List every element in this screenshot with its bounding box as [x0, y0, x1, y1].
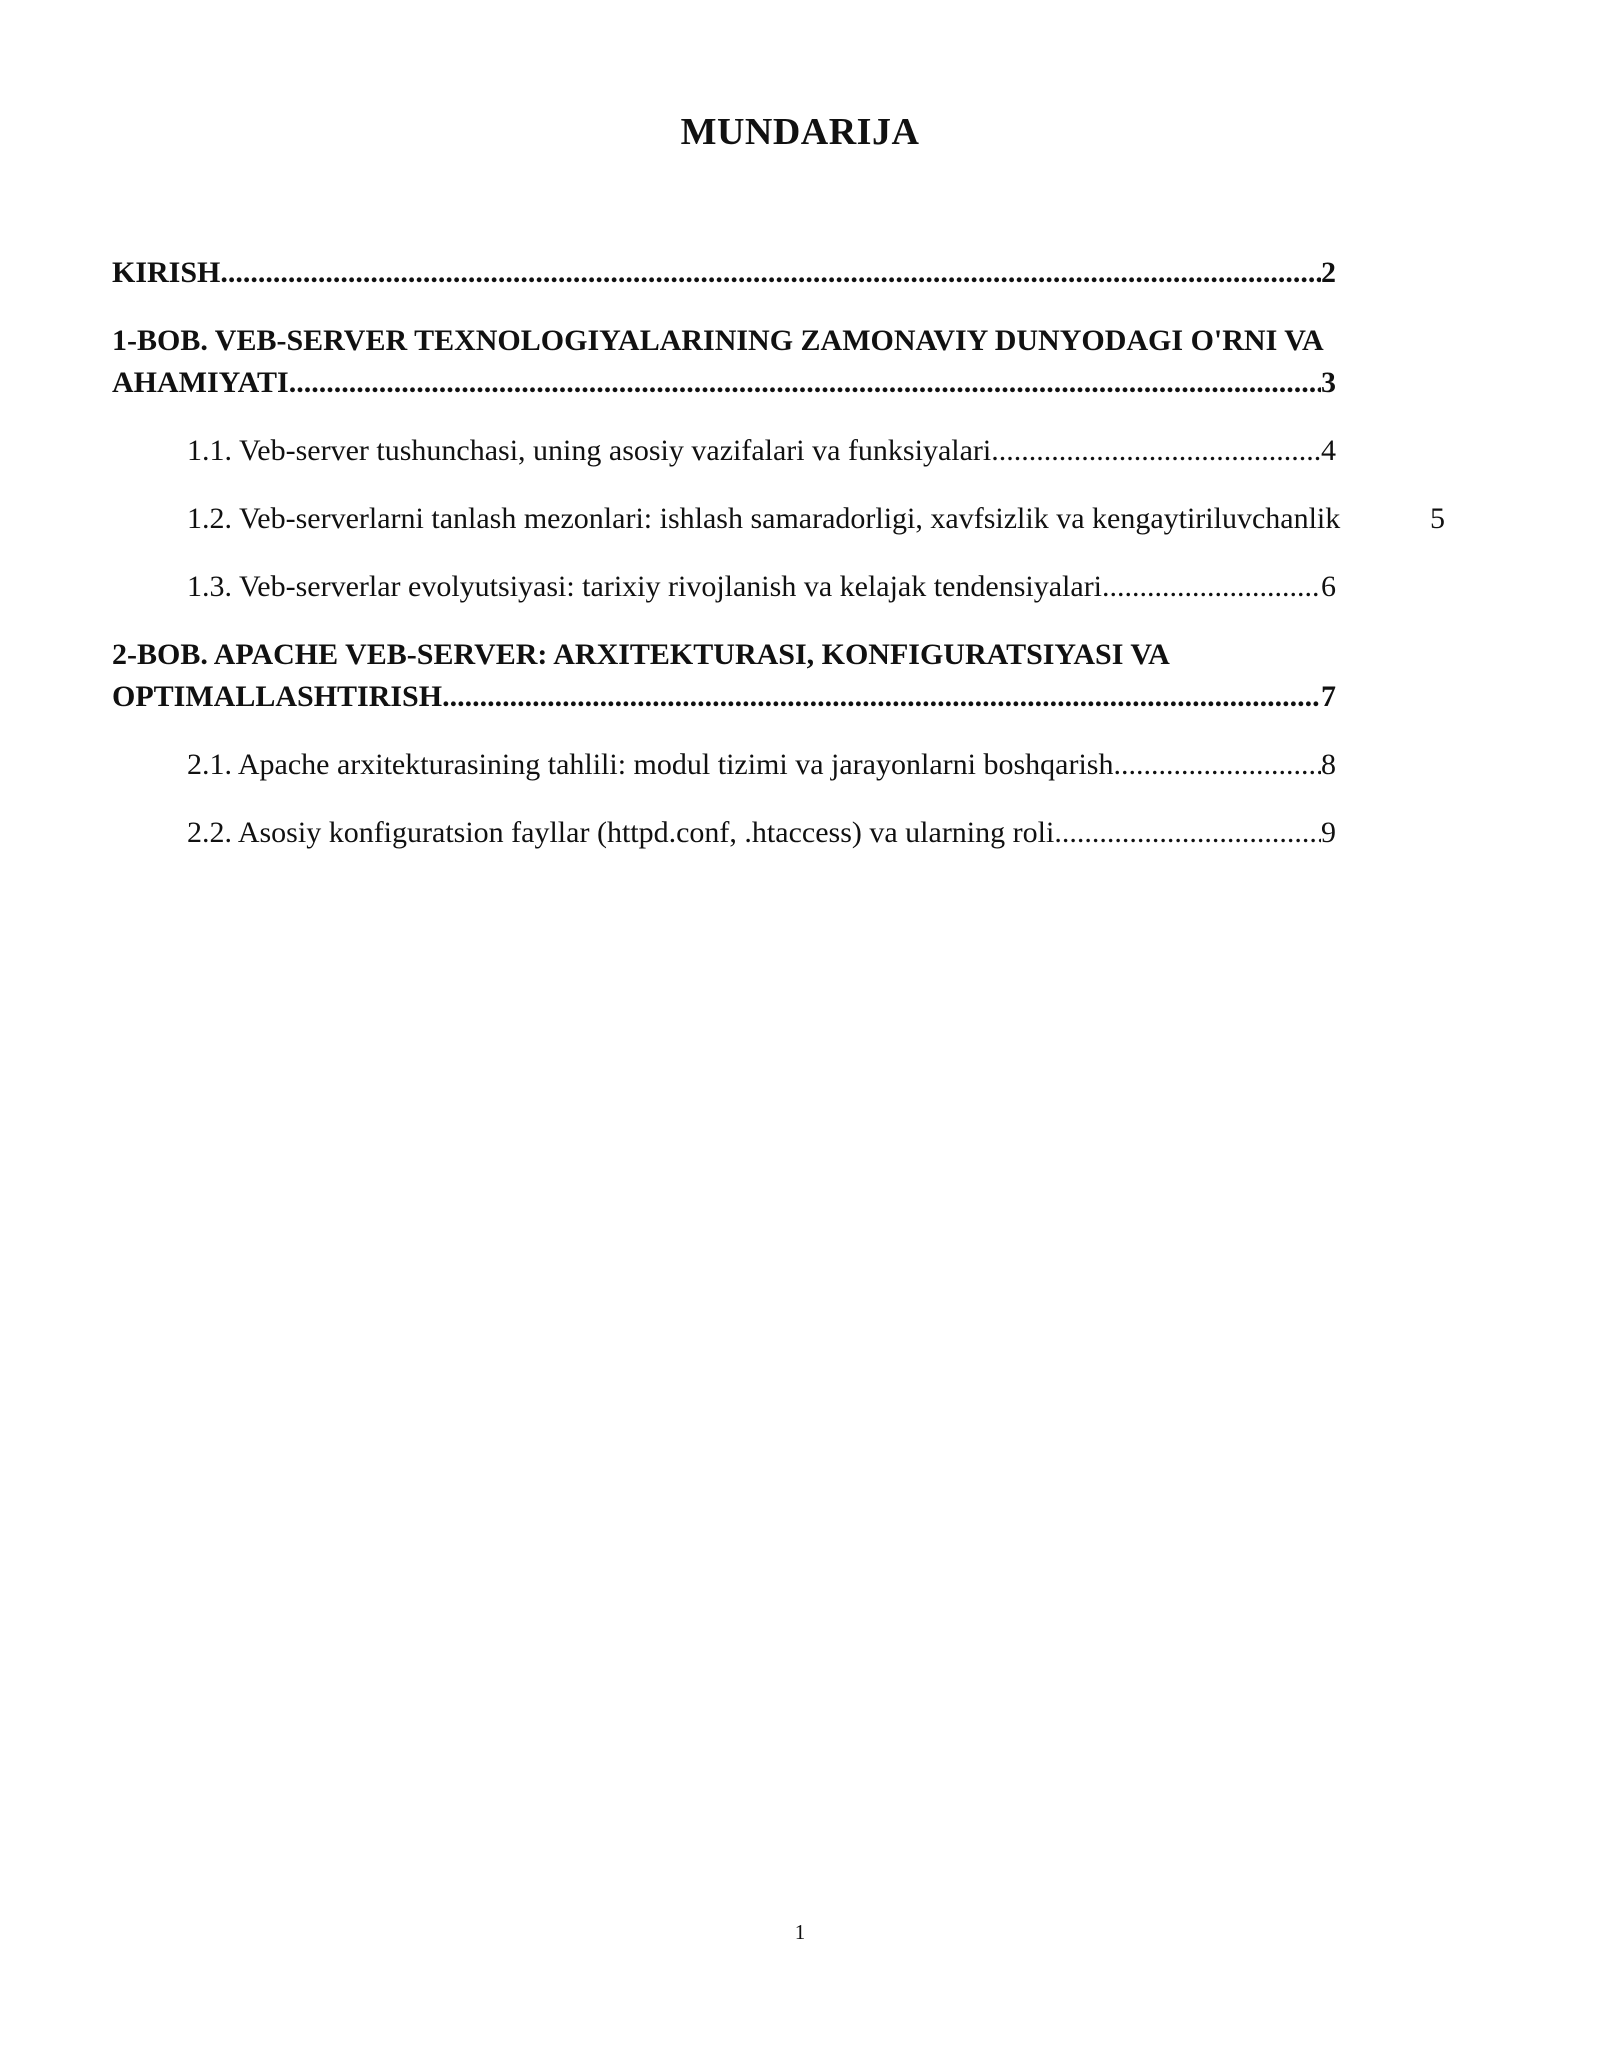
toc-entry-label-line2: OPTIMALLASHTIRISH: [112, 680, 443, 713]
toc-entry-chapter-1[interactable]: [112, 320, 1336, 404]
toc-page-number: 7: [1321, 680, 1336, 713]
toc-entry-section-1-2[interactable]: [112, 498, 1445, 540]
dot-leader: [289, 362, 1321, 404]
toc-page-number: 6: [1321, 570, 1336, 603]
toc-entry-label: 1.1. Veb-server tushunchasi, uning asosiy vazifalari va funksiyalari: [187, 434, 992, 467]
toc-entry-label: KIRISH: [112, 256, 221, 289]
dot-leader: [442, 676, 1321, 718]
toc-entry-kirish[interactable]: [112, 252, 1336, 294]
dot-leader: [220, 252, 1321, 294]
toc-entry-section-2-1[interactable]: [112, 744, 1336, 786]
page-title: MUNDARIJA: [680, 111, 920, 153]
toc-entry-label: 1.3. Veb-serverlar evolyutsiyasi: tarixiy rivojlanish va kelajak tendensiyalari: [187, 570, 1103, 603]
table-of-contents: [112, 252, 1445, 880]
toc-entry-section-1-3[interactable]: [112, 566, 1336, 608]
toc-entry-label: 1.2. Veb-serverlarni tanlash mezonlari: ishlash samaradorligi, xavfsizlik va kengaytiriluvchanlik: [187, 502, 1341, 535]
footer-page-number: 1: [794, 1920, 806, 1944]
toc-page-number: 2: [1321, 256, 1336, 289]
dot-leader: [1102, 566, 1321, 608]
toc-entry-chapter-2[interactable]: [112, 634, 1336, 718]
toc-entry-label-line1: 1-BOB. VEB-SERVER TEXNOLOGIYALARINING ZAMONAVIY DUNYODAGI O'RNI VA: [112, 324, 1324, 357]
toc-entry-section-2-2[interactable]: [112, 812, 1336, 854]
toc-page-number: 3: [1321, 366, 1336, 399]
toc-page-number: 8: [1321, 748, 1336, 781]
dot-leader: [1113, 744, 1321, 786]
toc-page-number: 4: [1321, 434, 1336, 467]
toc-entry-section-1-1[interactable]: [112, 430, 1336, 472]
toc-entry-label-line2: AHAMIYATI: [112, 366, 289, 399]
toc-entry-label-line1: 2-BOB. APACHE VEB-SERVER: ARXITEKTURASI, KONFIGURATSIYASI VA: [112, 638, 1170, 671]
dot-leader: [1054, 812, 1321, 854]
toc-entry-label: 2.1. Apache arxitekturasining tahlili: modul tizimi va jarayonlarni boshqarish: [187, 748, 1114, 781]
toc-page-number: 5: [1430, 502, 1445, 535]
toc-page-number: 9: [1321, 816, 1336, 849]
dot-leader: [991, 430, 1321, 472]
toc-entry-label: 2.2. Asosiy konfiguratsion fayllar (httpd.conf, .htaccess) va ularning roli: [187, 816, 1055, 849]
